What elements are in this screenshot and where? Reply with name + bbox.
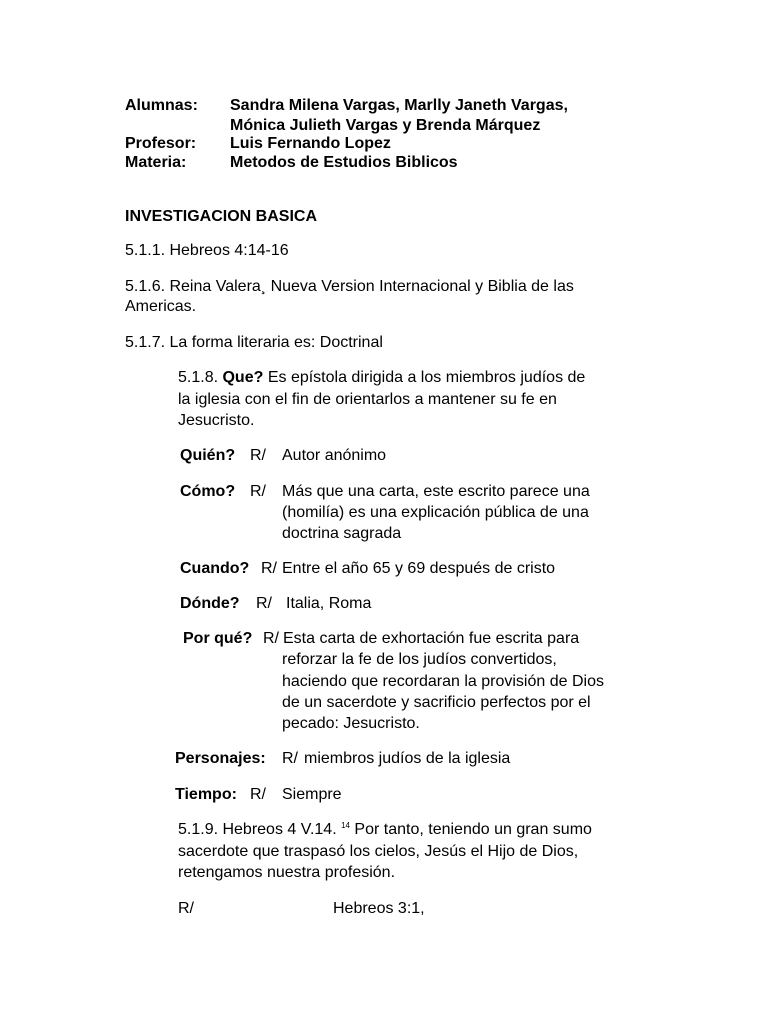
reference-r: R/	[178, 900, 194, 917]
tiempo-r: R/	[250, 786, 266, 803]
como-answer-line-2: (homilía) es una explicación pública de una	[282, 504, 589, 521]
item-5-1-9-line-3: retengamos nuestra profesión.	[178, 864, 396, 881]
quien-r: R/	[250, 447, 266, 464]
quien-label: Quién?	[180, 447, 236, 464]
professor-label: Profesor:	[125, 135, 197, 152]
porque-r: R/	[263, 630, 279, 647]
students-label: Alumnas:	[125, 97, 198, 114]
item-5-1-9-line-2: sacerdote que traspasó los cielos, Jesús el Hijo de Dios,	[178, 843, 579, 860]
tiempo-label: Tiempo:	[175, 786, 237, 803]
item-5-1-9-text: Por tanto, teniendo un gran sumo	[349, 821, 592, 838]
como-answer-line-1: Más que una carta, este escrito parece una	[282, 483, 590, 500]
personajes-label: Personajes:	[175, 750, 266, 767]
cuando-answer: Entre el año 65 y 69 después de cristo	[282, 560, 556, 577]
personajes-r: R/	[282, 750, 298, 767]
porque-label: Por qué?	[183, 630, 253, 647]
que-text: Es epístola dirigida a los miembros judíos de	[263, 369, 586, 386]
item-5-1-9-prefix: 5.1.9. Hebreos 4 V.14.	[178, 821, 342, 838]
subject-value: Metodos de Estudios Biblicos	[230, 154, 458, 171]
section-title: INVESTIGACION BASICA	[125, 208, 318, 225]
porque-answer-line-4: de un sacerdote y sacrificio perfectos por el	[282, 694, 591, 711]
subject-label: Materia:	[125, 154, 187, 171]
tiempo-answer: Siempre	[282, 786, 342, 803]
item-5-1-6-line-2: Americas.	[125, 298, 197, 315]
como-answer-line-3: doctrina sagrada	[282, 525, 402, 542]
como-label: Cómo?	[180, 483, 236, 500]
cuando-r: R/	[261, 560, 277, 577]
porque-answer-line-3: haciendo que recordaran la provisión de Dios	[282, 673, 604, 690]
reference-hebreos: Hebreos 3:1,	[333, 900, 425, 917]
que-label: Que?	[222, 369, 264, 386]
students-line-2: Mónica Julieth Vargas y Brenda Márquez	[230, 117, 541, 134]
porque-answer-line-1: Esta carta de exhortación fue escrita para	[283, 630, 580, 647]
item-5-1-8-line-2: la iglesia con el fin de orientarlos a mantener su fe en	[178, 391, 557, 408]
personajes-answer: miembros judíos de la iglesia	[304, 750, 511, 767]
quien-answer: Autor anónimo	[282, 447, 387, 464]
verse-number: 14	[341, 821, 350, 830]
professor-value: Luis Fernando Lopez	[230, 135, 391, 152]
item-5-1-8-line-1	[178, 367, 585, 388]
item-5-1-6-line-1: 5.1.6. Reina Valera¸ Nueva Version Internacional y Biblia de las	[125, 278, 574, 295]
porque-answer-line-5: pecado: Jesucristo.	[282, 715, 420, 732]
item-5-1-7: 5.1.7. La forma literaria es: Doctrinal	[125, 334, 383, 351]
item-5-1-1: 5.1.1. Hebreos 4:14-16	[125, 242, 289, 259]
donde-label: Dónde?	[180, 595, 240, 612]
students-line-1: Sandra Milena Vargas, Marlly Janeth Vargas,	[230, 97, 568, 114]
como-r: R/	[250, 483, 266, 500]
item-5-1-9-line-1	[178, 819, 592, 840]
item-5-1-8-line-3: Jesucristo.	[178, 412, 255, 429]
item-5-1-8-prefix: 5.1.8.	[178, 369, 223, 386]
donde-r: R/	[256, 595, 272, 612]
porque-answer-line-2: reforzar la fe de los judíos convertidos,	[282, 651, 557, 668]
donde-answer: Italia, Roma	[286, 595, 372, 612]
cuando-label: Cuando?	[180, 560, 250, 577]
